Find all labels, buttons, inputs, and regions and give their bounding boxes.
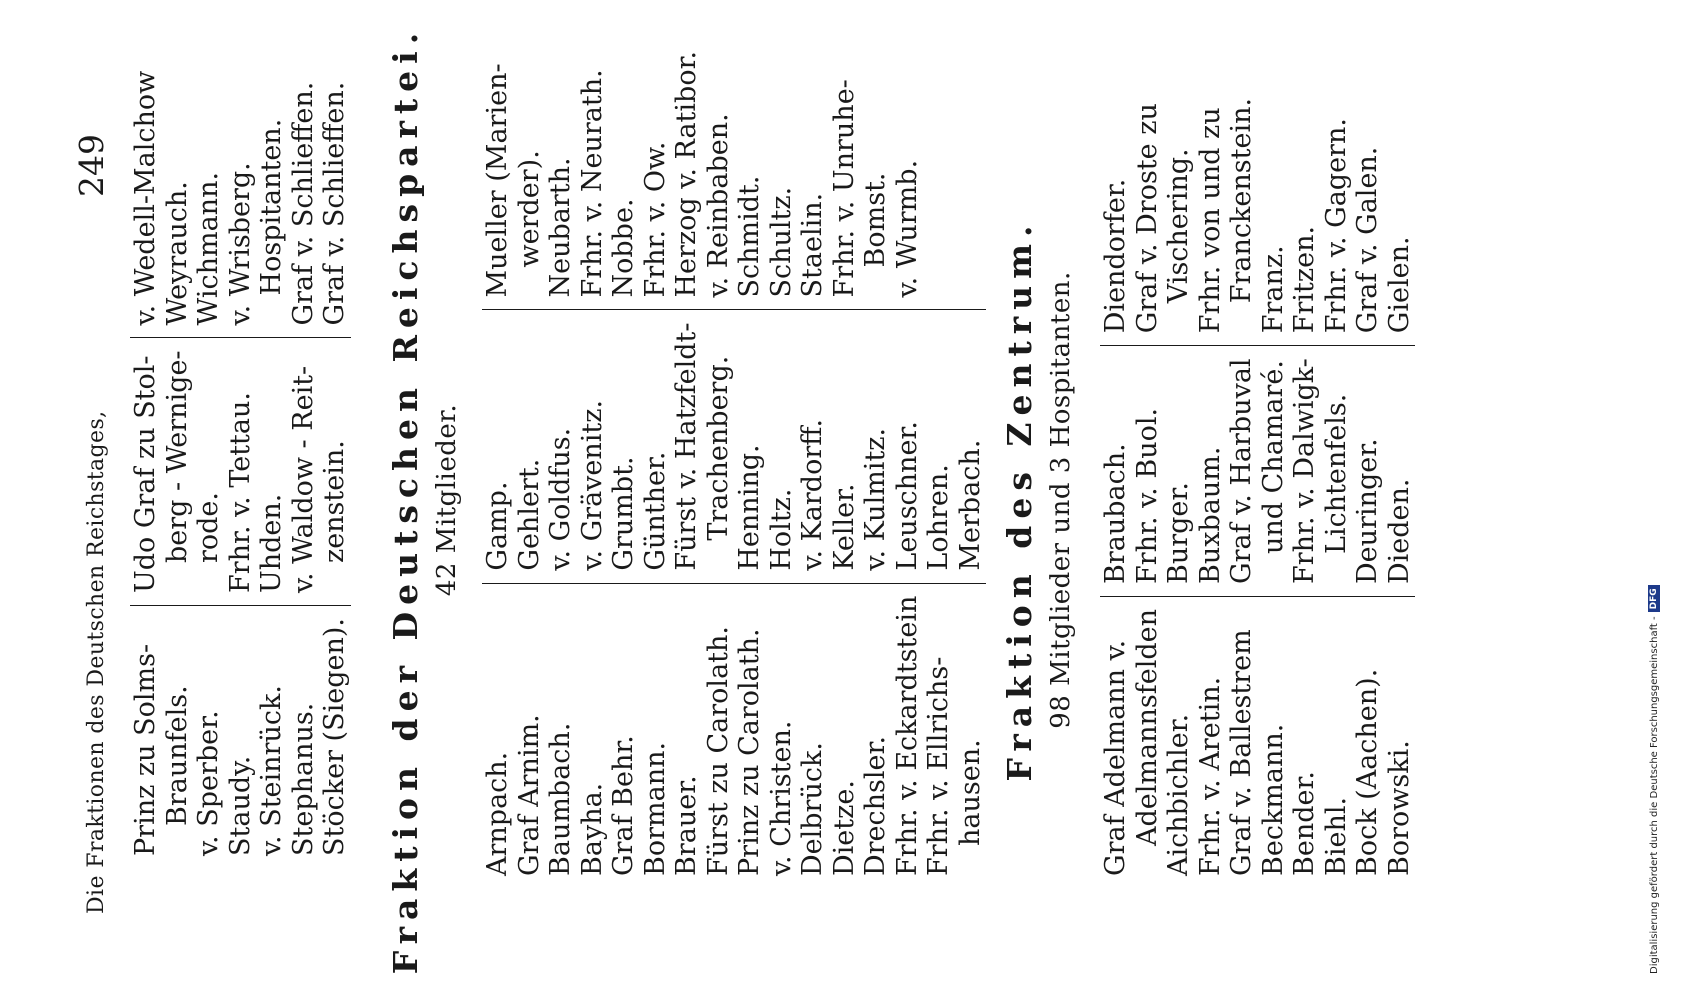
member-entry: hausen. xyxy=(954,739,986,846)
member-entry: Merbach. xyxy=(954,439,986,571)
member-entry: v. Wrisberg. xyxy=(224,162,256,326)
member-entry: Graf v. Schlieffen. xyxy=(319,81,350,326)
member-entry: Graf v. Schlieffen. xyxy=(287,81,319,326)
member-entry: Staudy. xyxy=(224,755,256,856)
member-entry: Trachenberg. xyxy=(702,355,734,541)
member-entry: v. Waldow - Reit- xyxy=(287,365,319,594)
member-entry: Graf v. Harbuval xyxy=(1226,358,1257,584)
member-entry: Beckmann. xyxy=(1257,723,1289,876)
member-entry: v. Goldfus. xyxy=(545,427,576,571)
member-entry: v. Christen. xyxy=(765,720,797,876)
member-entry: Drechsler. xyxy=(860,735,891,876)
digitization-note: Digitalisierung gefördert durch die Deutsche Forschungsgemeinschaft - xyxy=(1648,616,1660,974)
reichspartei-members xyxy=(482,50,986,888)
member-entry: Günther. xyxy=(639,451,671,571)
reichspartei-col-2 xyxy=(482,310,986,583)
member-entry: Schultz. xyxy=(765,186,797,298)
member-entry: Uhden. xyxy=(256,493,287,594)
member-entry: Frhr. v. Neurath. xyxy=(576,69,608,298)
member-entry: Diendorfer. xyxy=(1100,178,1131,334)
member-entry: Fürst v. Hatzfeldt- xyxy=(671,322,702,571)
zentrum-title: Fraktion des Zentrum. xyxy=(1000,218,1039,782)
member-entry: Weyrauch. xyxy=(161,181,193,326)
member-entry: Stephanus. xyxy=(287,702,319,856)
member-entry: Bormann. xyxy=(639,741,671,876)
zentrum-col-2 xyxy=(1100,346,1415,597)
member-entry: Frhr. v. Eckardtstein xyxy=(891,595,923,876)
member-entry: Graf v. Galen. xyxy=(1352,146,1383,334)
member-entry: Prinz zu Solms- xyxy=(130,643,161,856)
page-number: 249 xyxy=(72,134,111,197)
reichspartei-col-1 xyxy=(482,584,986,888)
member-entry: Dieden. xyxy=(1383,478,1415,584)
member-entry: Schmidt. xyxy=(734,175,765,298)
member-entry: Hospitanten. xyxy=(256,118,287,296)
member-entry: Bender. xyxy=(1289,771,1320,876)
member-entry: Buxbaum. xyxy=(1194,446,1226,584)
page-header xyxy=(70,134,122,914)
member-entry: Keller. xyxy=(828,483,860,571)
member-entry: Biehl. xyxy=(1320,796,1352,876)
zentrum-subtitle: 98 Mitglieder und 3 Hospitanten. xyxy=(1046,271,1076,729)
zentrum-members xyxy=(1100,97,1415,888)
member-entry: Stöcker (Siegen). xyxy=(319,618,350,856)
member-entry: Gehlert. xyxy=(513,458,545,571)
member-entry: werder). xyxy=(513,150,545,268)
top-block-col-2 xyxy=(130,338,351,606)
member-entry: berg - Wernige- xyxy=(161,350,193,564)
member-entry: v. Grävenitz. xyxy=(576,399,608,571)
member-entry: Holtz. xyxy=(765,488,797,571)
member-entry: Gamp. xyxy=(482,481,513,571)
member-entry: Frhr. v. Ow. xyxy=(639,141,671,298)
member-entry: Nobbe. xyxy=(608,198,639,298)
member-entry: Leuschner. xyxy=(891,421,923,571)
member-entry: Braunfels. xyxy=(161,685,193,826)
member-entry: Udo Graf zu Stol- xyxy=(130,355,161,594)
member-entry: v. Steinrück. xyxy=(256,685,287,856)
member-entry: v. Sperber. xyxy=(193,710,224,856)
member-entry: Bayha. xyxy=(576,782,608,876)
member-entry: Herzog v. Ratibor. xyxy=(671,50,702,298)
member-entry: Neubarth. xyxy=(545,157,576,298)
member-entry: Fritzen. xyxy=(1289,225,1320,334)
member-entry: Graf Behr. xyxy=(608,735,639,876)
reichspartei-subtitle: 42 Mitglieder. xyxy=(432,403,462,597)
member-entry: Baumbach. xyxy=(545,722,576,876)
member-entry: Lichtenfels. xyxy=(1320,393,1352,554)
member-entry: Burger. xyxy=(1163,482,1194,584)
top-block-col-1 xyxy=(130,606,351,868)
member-entry: Graf Adelmann v. xyxy=(1100,639,1131,876)
member-entry: Graf Arnim. xyxy=(513,714,545,876)
member-entry: v. Kulmitz. xyxy=(860,427,891,571)
member-entry: Lohren. xyxy=(923,464,954,571)
member-entry: v. Kardorff. xyxy=(797,418,828,571)
member-entry: Dietze. xyxy=(828,780,860,876)
member-entry: Vischering. xyxy=(1163,148,1194,304)
member-entry: und Chamaré. xyxy=(1257,360,1289,554)
member-entry: Gielen. xyxy=(1383,236,1415,334)
member-entry: Delbrück. xyxy=(797,742,828,876)
member-entry: v. Wedell-Malchow xyxy=(130,70,161,326)
member-entry: Frhr. von und zu xyxy=(1194,107,1226,334)
member-entry: Grumbt. xyxy=(608,456,639,571)
reichspartei-col-3 xyxy=(482,39,986,311)
running-title: Die Fraktionen des Deutschen Reichstages, xyxy=(84,410,109,914)
member-entry: Graf v. Droste zu xyxy=(1131,103,1163,334)
member-entry: Prinz zu Carolath. xyxy=(734,628,765,876)
member-entry: Frhr. v. Buol. xyxy=(1131,407,1163,584)
member-entry: Frhr. v. Ellrichs- xyxy=(923,656,954,876)
member-entry: Adelmannsfelden xyxy=(1131,609,1163,846)
member-entry: v. Reinbaben. xyxy=(702,113,734,298)
member-entry: Wichmann. xyxy=(193,171,224,326)
member-entry: Frhr. v. Tettau. xyxy=(224,392,256,594)
member-entry: Franckenstein. xyxy=(1226,97,1257,304)
zentrum-col-1 xyxy=(1100,597,1415,888)
member-entry: Henning. xyxy=(734,444,765,571)
member-entry: Brauer. xyxy=(671,775,702,876)
member-entry: Franz. xyxy=(1257,245,1289,334)
member-entry: Mueller (Marien- xyxy=(482,63,513,298)
member-entry: Graf v. Ballestrem xyxy=(1226,629,1257,876)
member-entry: Frhr. v. Aretin. xyxy=(1194,676,1226,876)
top-block-col-3 xyxy=(130,59,351,339)
member-entry: Aichbichler. xyxy=(1163,713,1194,876)
member-entry: Staelin. xyxy=(797,192,828,298)
member-entry: Bomst. xyxy=(860,172,891,268)
member-entry: Fürst zu Carolath. xyxy=(702,626,734,876)
member-entry: Frhr. v. Gagern. xyxy=(1320,118,1352,334)
member-entry: Deuringer. xyxy=(1352,438,1383,584)
zentrum-col-3 xyxy=(1100,86,1415,346)
member-entry: Frhr. v. Unruhe- xyxy=(828,79,860,298)
member-entry: rode. xyxy=(193,492,224,564)
reichspartei-title: Fraktion der Deutschen Reichspartei. xyxy=(386,25,425,975)
member-entry: Braubach. xyxy=(1100,443,1131,584)
member-entry: Borowski. xyxy=(1383,740,1415,876)
member-entry: Arnpach. xyxy=(482,751,513,876)
member-entry: Frhr. v. Dalwigk- xyxy=(1289,358,1320,584)
top-block xyxy=(130,70,351,868)
member-entry: Bock (Aachen). xyxy=(1352,668,1383,876)
member-entry: zenstein. xyxy=(319,440,350,564)
dfg-logo: DFG xyxy=(1648,585,1660,612)
member-entry: v. Wurmb. xyxy=(891,159,923,298)
digitization-stamp xyxy=(1648,585,1660,974)
